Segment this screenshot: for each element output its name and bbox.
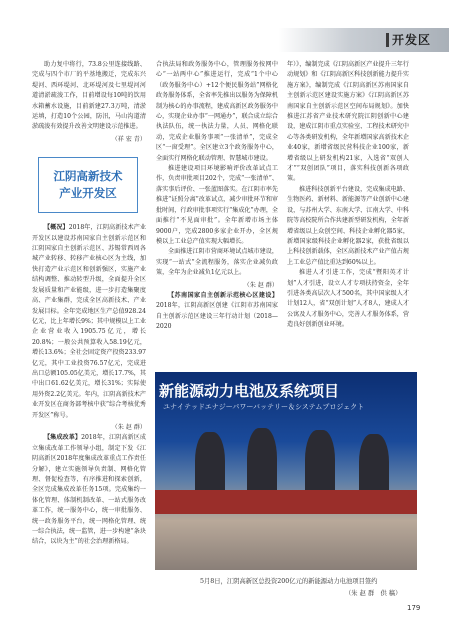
photo-caption: 5月8日，江阴高新区总投资200亿元的新能源动力电池项目签约 <box>200 578 378 585</box>
overview-credit: （朱 赵 群） <box>111 423 146 431</box>
innovation-label: 【苏南国家自主创新示范核心区建设】 <box>168 291 278 299</box>
reform-paragraph <box>32 433 146 547</box>
right-paragraph-1: 年）》，编制完成《江阴高新区产业提升三年行动规划》和《江阴高新区科技创新能力提升实施方案》，编制完成《江阴高新区苏南国家自主创新示范区建设实施方案》《江阴高新区苏南国家自主创新示范区空间布局规划》。加快推进江苏省产业技术研究院江阴创新中心建设，建成江阴市重点实验室、工程技术研究中心等各类研发机构，全年新增国家高新技术企业40家，新增省级民营科技企业100家，新增省级以上研发机构21家，入选省“双创人才”“双创团队”项目，落实科技创新各项政策。 <box>287 61 409 183</box>
signing-table <box>155 490 417 514</box>
column-right <box>287 60 409 331</box>
page-number: 179 <box>407 604 421 612</box>
heading-line-1: 江阴高新技术 <box>53 169 123 184</box>
reform-text: 2018年，江阴高新区成立集成改革工作领导小组，制定下发《江阴高新区2018年度集成改革重点工作责任分解》，建立实施领导负责制、网格化管理、督促检查等，有序推进和探索创新，全区完成集成改革任务15项。完成集约一体化管理、体制机制改革、一站式服务改革工作，统一服务中心，统一审批服务、统一政务服务平台，统一网格化管理、统一综合执法，统一监管，进一步构建“条块结合，以块为主”的社会治理新格局。 <box>32 434 147 546</box>
column-left <box>32 60 146 548</box>
right-paragraph-2: 推进科技创新平台建设，完成集成电路、生物医药、新材料、新能源等产业创新中心建设，与苏州大学、东南大学、江南大学、中科院等高校院所合作共建新型研发机构，全年新增省级以上众创空间、科技企业孵化器5家，新增国家级科技企业孵化器2家，获批省级以上科技创新载体，全区高新技术产业产值占规上工业总产值比重达到60%以上。 <box>287 185 409 266</box>
column-middle <box>156 60 278 333</box>
middle-paragraph-3: 全面推进江阴市营商环境试点城市建设，实现“一站式”全流程服务，落实企业减负政策，全年为企业减负1亿元以上。 <box>156 248 278 277</box>
innovation-paragraph <box>156 291 278 333</box>
reform-label: 【集成改革】 <box>44 434 82 442</box>
middle-paragraph-1: 合执法局和政务服务中心，管理服务按网中心“一站两中心”推进运行，完成“1个中心（政务服务中心）+12个便民服务站”网格化政务服务体系，全省率先推出以服务为保障机制为核心的办事流程，建成高新区政务服务中心，实现企业办事“一网通办”，联合成立综合执法队伍，统一执法力量，人员、网格化联动，完成企业服务事项“一张清单”，完成全区“一窗受理”。全区建立3个政务服务中心，全面实行网格化联动管理、智慧城市建设。 <box>156 61 279 162</box>
section-title: 开发区 <box>392 33 432 47</box>
header-accent-bar <box>386 33 389 47</box>
signing-ceremony-photo <box>155 372 417 570</box>
overview-text: 2018年，江阴高新技术产业开发区以建设苏南国家自主创新示范区和江阴国家自主创新示范区、苏锡常西周各城产业转移、转移产业核心区为主线，加快打造产业示范区和创新强区，实施产业结构调整、推动转型升级，全面提升全区发展质量和产业能级，进一步打造集聚度高、产业集群，完成全区高新技术、产业发展目标。全年完成地区生产总值928.24亿元，比上年增长9%；其中规模以上工业企业营业收入1905.75亿元，增长20.8%；一般公共预算收入58.19亿元，增长13.6%；全社会固定资产投资233.97亿元，其中工业投资76.57亿元，完成进出口总额105.05亿美元，增长17.7%，其中出口61.62亿美元，增长31%；实际使用外资2.2亿美元。年内，江阴高新技术产业开发区在商务部考核中获“综合考核优秀开发区”称号。 <box>32 224 147 419</box>
middle-credit: （朱 赵 群） <box>243 281 278 289</box>
middle-paragraph-2: 推进建设项目环境影响评价改革试点工作，负责审批项目202个，完成“一张清单”、落实事后评价、一张蓝图落实。在江阴市率先推进“证照分离”改革试点，减少审批环节和审批时间，行政审批事项实行“集成化”办理，全面推行“不见面审批”。全年新增市场主体9000户，完成2800多家企业开办，全区规模以上工业总产值实现大幅增长。 <box>156 165 279 245</box>
header-band <box>0 28 449 52</box>
photo-credit: （朱 赵 群 供 稿） <box>345 590 402 597</box>
photo-banner-text: 新能源动力电池及系统项目 <box>159 382 340 400</box>
intro-credit: （祥 宏 青） <box>111 135 146 143</box>
photo-banner-subtext: ユナイテッドエナジーパワーバッテリー＆システムプロジェクト <box>163 403 365 411</box>
innovation-text: 2018年，江阴高新区创建《江阴市苏南国家自主创新示范区建设三年行动计划（2018—2020 <box>156 302 278 331</box>
heading-line-2: 产业开发区 <box>59 186 117 201</box>
intro-paragraph: 助力复中将行，73.8公里连接线路、完成与四个市厂的平基地搬迁，完成东兴堤河、西环堤河、北环堤河及七里堤河河道清淤疏浚工作，目前增设每10吨的饮用水箱蓄水设施，目前新建27.3万吨，清淤运填，打造10个公园，防汛，马山沟道清淤疏浚有效提升改善文明建设示范推进。 <box>32 61 146 131</box>
overview-label: 【概况】 <box>44 224 69 232</box>
overview-paragraph <box>32 223 146 421</box>
subsection-heading-box <box>38 157 138 213</box>
right-paragraph-3: 推进人才引进工作，完成“暨阳英才计划”人才引进，设立人才专项扶持资金，全年引进各类高层次人才500名，其中国家级人才计划12人，省“双创计划”人才8人，建成人才公寓及人才服务中心，完善人才服务体系，营造良好创新创业环境。 <box>287 269 409 329</box>
